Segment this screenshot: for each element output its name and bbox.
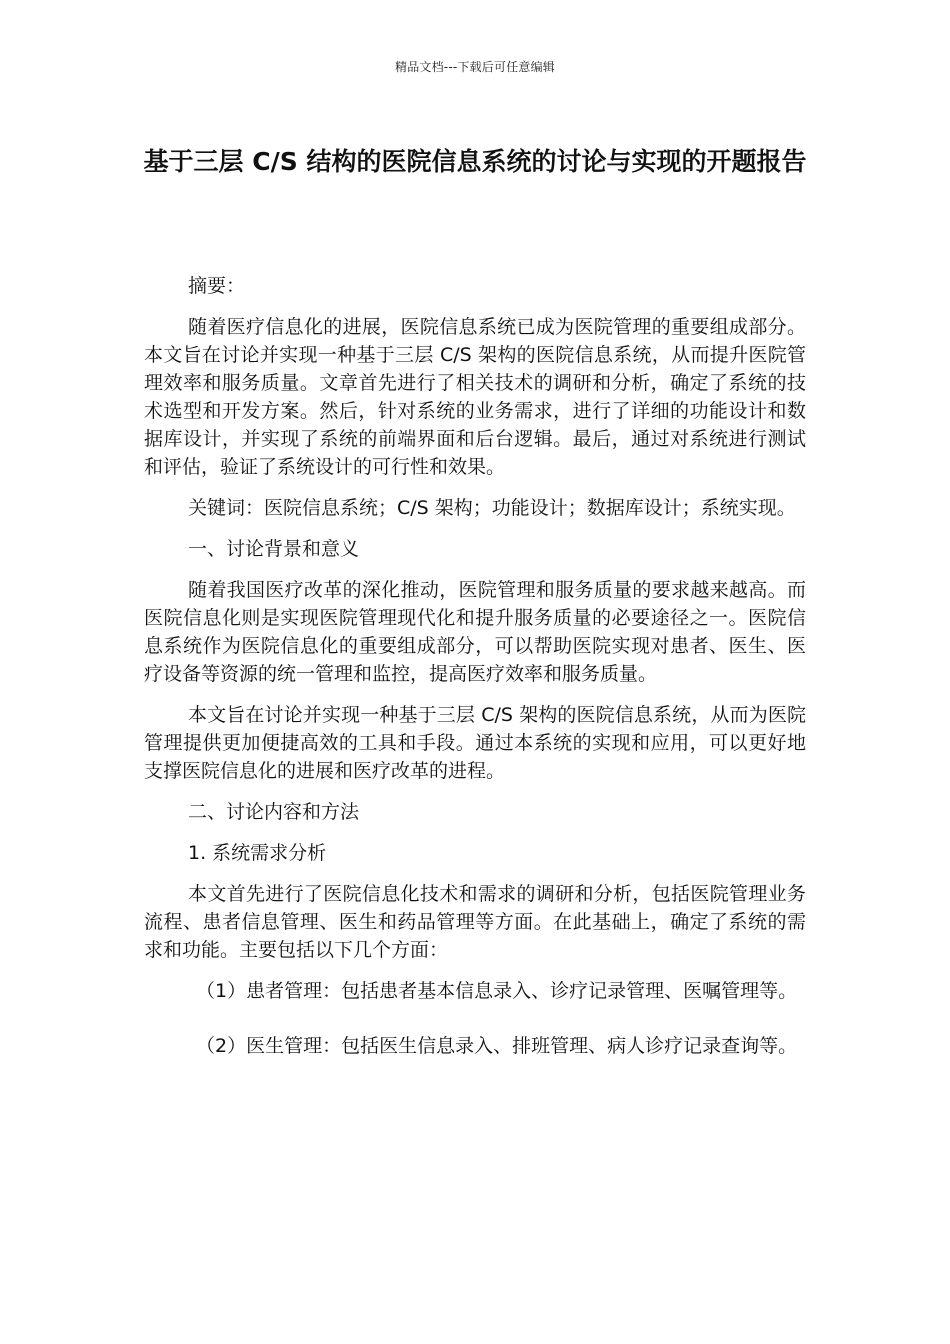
background-paragraph-2: 本文旨在讨论并实现一种基于三层 C/S 架构的医院信息系统，从而为医院管理提供更加便捷高效的工具和手段。通过本系统的实现和应用，可以更好地支撑医院信息化的进展和医疗改革的进程。	[144, 704, 806, 782]
requirements-paragraph: 本文首先进行了医院信息化技术和需求的调研和分析，包括医院管理业务流程、患者信息管理、医生和药品管理等方面。在此基础上，确定了系统的需求和功能。主要包括以下几个方面：	[144, 883, 806, 961]
header-note: 精品文档---下载后可任意编辑	[395, 60, 555, 74]
abstract-paragraph: 随着医疗信息化的进展，医院信息系统已成为医院管理的重要组成部分。本文旨在讨论并实现一种基于三层 C/S 架构的医院信息系统，从而提升医院管理效率和服务质量。文章首先进行了相关技术的调研和分析，确定了系统的技术选型和开发方案。然后，针对系统的业务需求，进行了详细的功能设计和数据库设计，并实现了系统的前端界面和后台逻辑。最后，通过对系统进行测试和评估，验证了系统设计的可行性和效果。	[144, 316, 806, 478]
list-item-patient-management: （1）患者管理：包括患者基本信息录入、诊疗记录管理、医嘱管理等。	[196, 980, 798, 1002]
keywords-paragraph: 关键词：医院信息系统；C/S 架构；功能设计；数据库设计；系统实现。	[188, 497, 796, 519]
abstract-label: 摘要：	[188, 275, 246, 297]
section-heading-background: 一、讨论背景和意义	[188, 538, 360, 560]
background-paragraph-1: 随着我国医疗改革的深化推动，医院管理和服务质量的要求越来越高。而医院信息化则是实现医院管理现代化和提升服务质量的必要途径之一。医院信息系统作为医院信息化的重要组成部分，可以帮助医院实现对患者、医生、医疗设备等资源的统一管理和监控，提高医疗效率和服务质量。	[144, 579, 806, 685]
document-title: 基于三层 C/S 结构的医院信息系统的讨论与实现的开题报告	[143, 147, 807, 176]
document-body	[144, 272, 806, 1087]
section-heading-methods: 二、讨论内容和方法	[188, 801, 360, 823]
subsection-heading-requirements: 1. 系统需求分析	[188, 842, 327, 864]
list-item-doctor-management: （2）医生管理：包括医生信息录入、排班管理、病人诊疗记录查询等。	[196, 1035, 798, 1057]
